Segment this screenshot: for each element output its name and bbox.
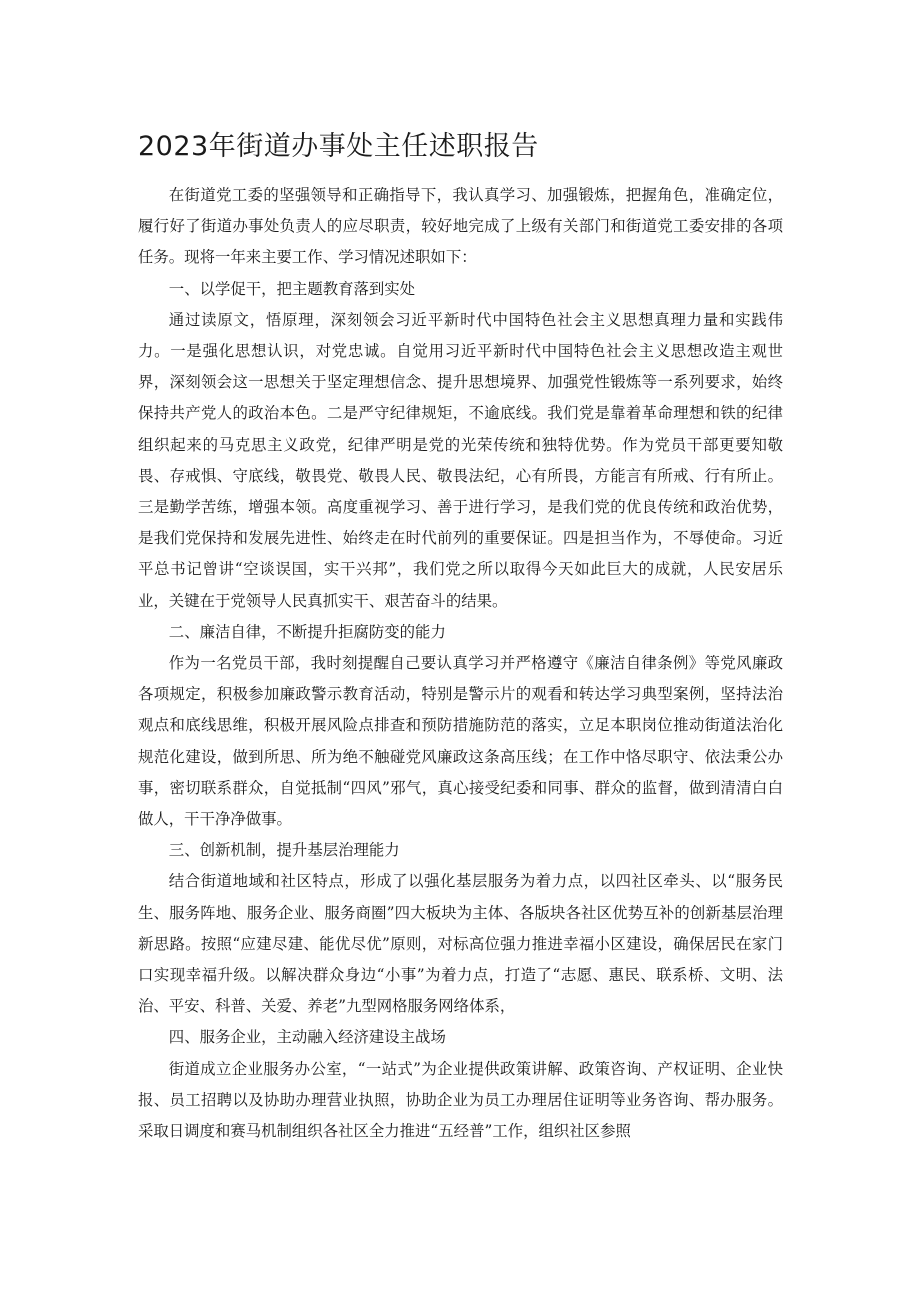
section-heading-1: 一、以学促干，把主题教育落到实处 (168, 279, 416, 298)
document-title: 2023年街道办事处主任述职报告 (138, 131, 539, 162)
section-2-paragraph: 作为一名党员干部，我时刻提醒自己要认真学习并严格遵守《廉洁自律条例》等党风廉政各项规定，积极参加廉政警示教育活动，特别是警示片的观看和转达学习典型案例，坚持法治观点和底线思维，积极开展风险点排查和预防措施防范的落实，立足本职岗位推动街道法治化规范化建设，做到所思、所为绝不触碰党风廉政这条高压线；在工作中恪尽职守、依法秉公办事，密切联系群众，自觉抵制“四风”邪气，真心接受纪委和同事、群众的监督，做到清清白白做人，干干净净做事。 (138, 654, 783, 829)
document-body (138, 180, 783, 1147)
section-1-paragraph: 通过读原文，悟原理，深刻领会习近平新时代中国特色社会主义思想真理力量和实践伟力。一是强化思想认识，对党忠诚。自觉用习近平新时代中国特色社会主义思想改造主观世界，深刻领会这一思想关于坚定理想信念、提升思想境界、加强党性锻炼等一系列要求，始终保持共产党人的政治本色。二是严守纪律规矩，不逾底线。我们党是靠着革命理想和铁的纪律组织起来的马克思主义政党，纪律严明是党的光荣传统和独特优势。作为党员干部更要知敬畏、存戒惧、守底线，敬畏党、敬畏人民、敬畏法纪，心有所畏，方能言有所戒、行有所止。三是勤学苦练，增强本领。高度重视学习、善于进行学习，是我们党的优良传统和政治优势，是我们党保持和发展先进性、始终走在时代前列的重要保证。四是担当作为，不辱使命。习近平总书记曾讲“空谈误国，实干兴邦”，我们党之所以取得今天如此巨大的成就，人民安居乐业，关键在于党领导人民真抓实干、艰苦奋斗的结果。 (138, 310, 783, 610)
section-heading-4: 四、服务企业，主动融入经济建设主战场 (168, 1028, 446, 1047)
section-heading-2: 二、廉洁自律，不断提升拒腐防变的能力 (168, 622, 446, 641)
section-heading-3: 三、创新机制，提升基层治理能力 (168, 841, 400, 860)
section-3-paragraph: 结合街道地域和社区特点，形成了以强化基层服务为着力点，以四社区牵头、以“服务民生、服务阵地、服务企业、服务商圈”四大板块为主体、各版块各社区优势互补的创新基层治理新思路。按照“应建尽建、能优尽优”原则，对标高位强力推进幸福小区建设，确保居民在家门口实现幸福升级。以解决群众身边“小事”为着力点，打造了“志愿、惠民、联系桥、文明、法治、平安、科普、关爱、养老”九型网格服务网络体系， (138, 872, 783, 1016)
intro-paragraph: 在街道党工委的坚强领导和正确指导下，我认真学习、加强锻炼，把握角色，准确定位，履行好了街道办事处负责人的应尽职责，较好地完成了上级有关部门和街道党工委安排的各项任务。现将一年来主要工作、学习情况述职如下： (138, 186, 783, 267)
section-4-paragraph: 街道成立企业服务办公室，“一站式”为企业提供政策讲解、政策咨询、产权证明、企业快报、员工招聘以及协助办理营业执照，协助企业为员工办理居住证明等业务咨询、帮办服务。采取日调度和赛马机制组织各社区全力推进“五经普”工作，组织社区参照 (138, 1059, 783, 1141)
